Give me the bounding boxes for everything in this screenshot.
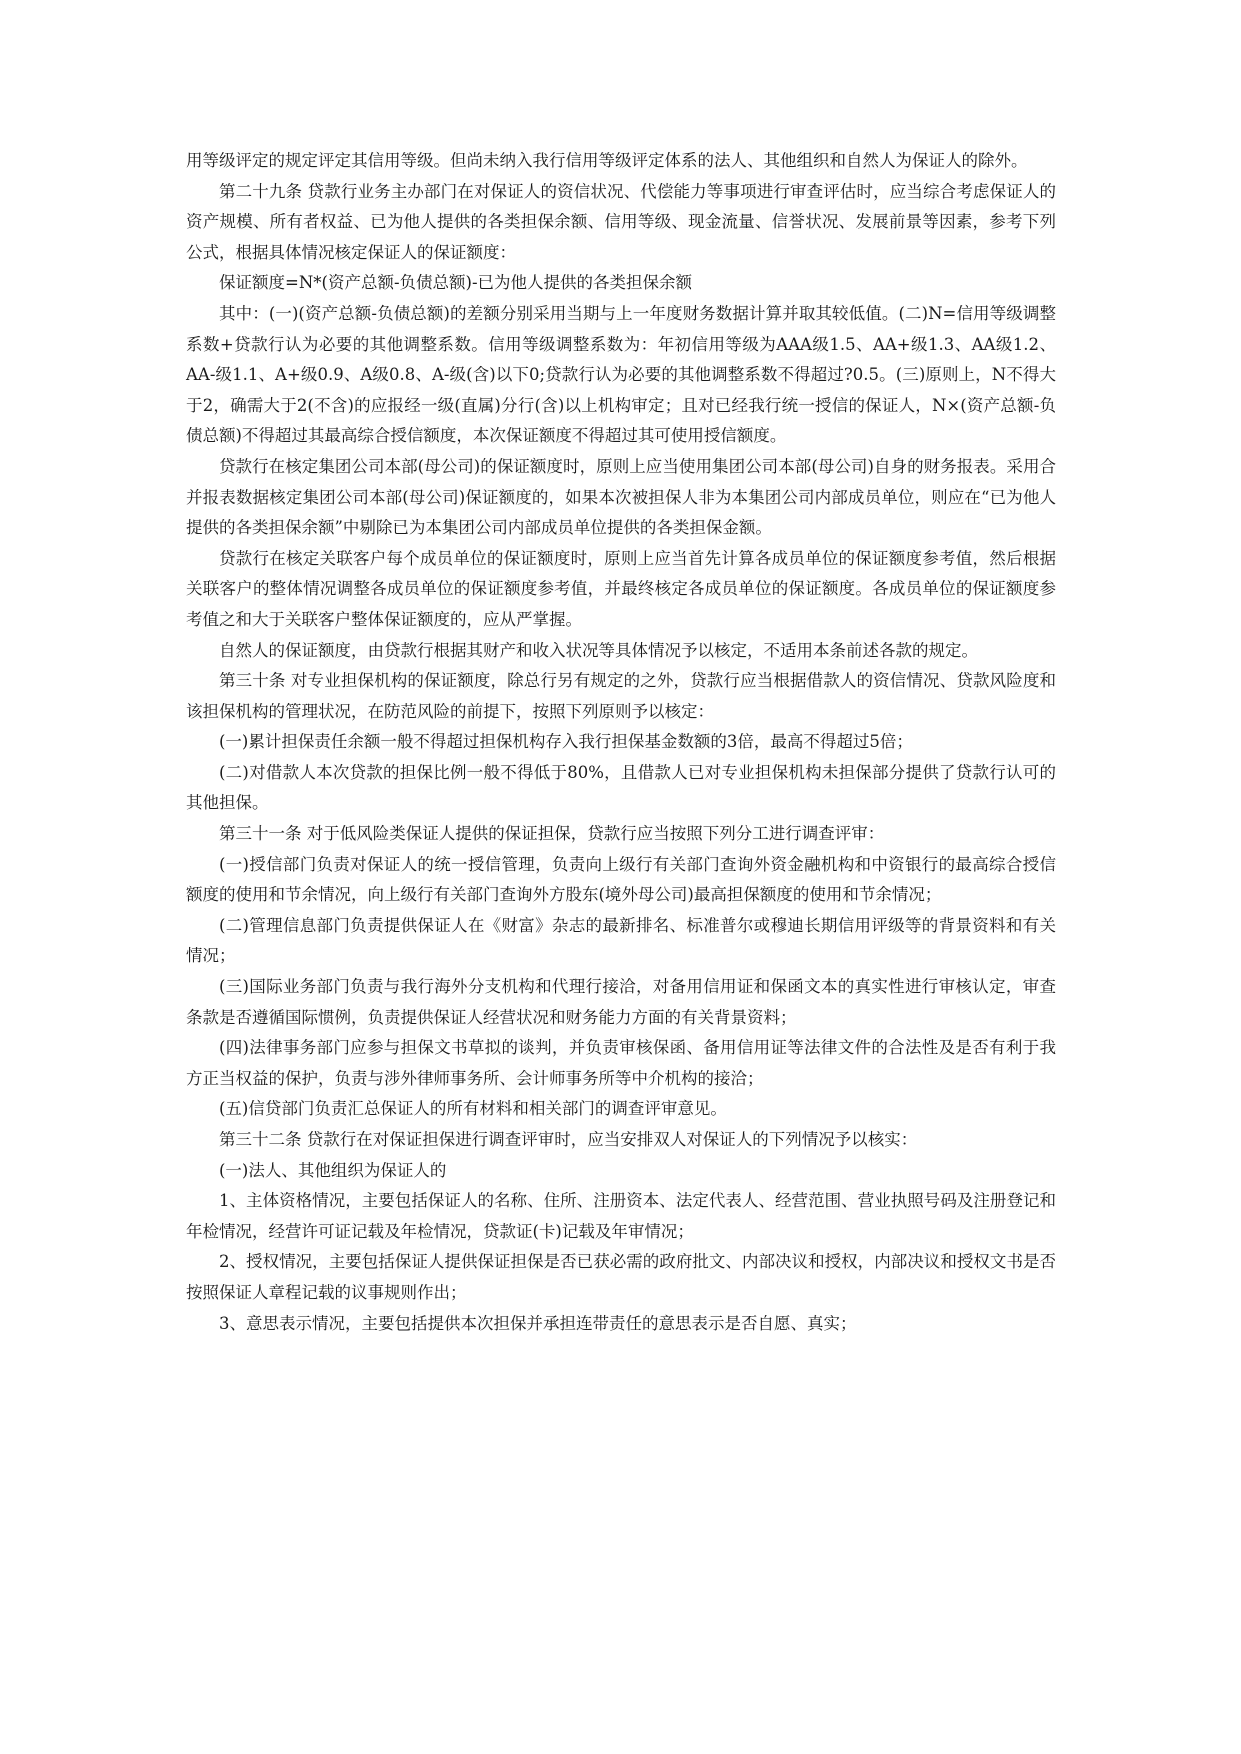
paragraph: 其中：(一)(资产总额-负债总额)的差额分别采用当期与上一年度财务数据计算并取其较低值。(二)N=信用等级调整系数+贷款行认为必要的其他调整系数。信用等级调整系数为：年初信用等级为AAA级1.5、AA+级1.3、AA级1.2、AA-级1.1、A+级0.9、A级0.8、A-级(含)以下0;贷款行认为必要的其他调整系数不得超过?0.5。(三)原则上，N不得大于2，确需大于2(不含)的应报经一级(直属)分行(含)以上机构审定；且对已经我行统一授信的保证人，N×(资产总额-负债总额)不得超过其最高综合授信额度，本次保证额度不得超过其可使用授信额度。 [186, 303, 1056, 446]
article-31-paragraph: 第三十一条 对于低风险类保证人提供的保证担保，贷款行应当按照下列分工进行调查评审： [219, 824, 885, 844]
document-body [186, 146, 1056, 1339]
list-item: (四)法律事务部门应参与担保文书草拟的谈判，并负责审核保函、备用信用证等法律文件的合法性及是否有利于我方正当权益的保护，负责与涉外律师事务所、会计师事务所等中介机构的接洽； [186, 1038, 1056, 1088]
paragraph: 用等级评定的规定评定其信用等级。但尚未纳入我行信用等级评定体系的法人、其他组织和自然人为保证人的除外。 [186, 151, 1028, 170]
list-item: (二)对借款人本次贷款的担保比例一般不得低于80%，且借款人已对专业担保机构未担保部分提供了贷款行认可的其他担保。 [186, 762, 1056, 813]
list-item: (五)信贷部门负责汇总保证人的所有材料和相关部门的调查评审意见。 [219, 1099, 727, 1119]
paragraph: 贷款行在核定集团公司本部(母公司)的保证额度时，原则上应当使用集团公司本部(母公司)自身的财务报表。采用合并报表数据核定集团公司本部(母公司)保证额度的，如果本次被担保人非为本集团公司内部成员单位，则应在“已为他人提供的各类担保余额”中剔除已为本集团公司内部成员单位提供的各类担保金额。 [186, 456, 1056, 538]
list-item: (一)法人、其他组织为保证人的 [219, 1160, 447, 1180]
list-item: (二)管理信息部门负责提供保证人在《财富》杂志的最新排名、标准普尔或穆迪长期信用评级等的背景资料和有关情况； [186, 915, 1056, 966]
formula-paragraph: 保证额度=N*(资产总额-负债总额)-已为他人提供的各类担保余额 [219, 273, 693, 293]
article-29-paragraph: 第二十九条 贷款行业务主办部门在对保证人的资信状况、代偿能力等事项进行审查评估时，应当综合考虑保证人的资产规模、所有者权益、已为他人提供的各类担保余额、信用等级、现金流量、信誉状况、发展前景等因素，参考下列公式，根据具体情况核定保证人的保证额度： [186, 181, 1056, 262]
list-item: 2、授权情况，主要包括保证人提供保证担保是否已获必需的政府批文、内部决议和授权，内部决议和授权文书是否按照保证人章程记载的议事规则作出； [186, 1252, 1056, 1302]
paragraph: 自然人的保证额度，由贷款行根据其财产和收入状况等具体情况予以核定，不适用本条前述各款的规定。 [219, 640, 978, 660]
list-item: (一)累计担保责任余额一般不得超过担保机构存入我行担保基金数额的3倍，最高不得超过5倍； [219, 732, 913, 752]
list-item: 3、意思表示情况，主要包括提供本次担保并承担连带责任的意思表示是否自愿、真实； [219, 1313, 857, 1333]
article-32-paragraph: 第三十二条 贷款行在对保证担保进行调查评审时，应当安排双人对保证人的下列情况予以核实： [219, 1130, 918, 1149]
list-item: (三)国际业务部门负责与我行海外分支机构和代理行接洽，对备用信用证和保函文本的真实性进行审核认定，审查条款是否遵循国际惯例，负责提供保证人经营状况和财务能力方面的有关背景资料； [186, 977, 1056, 1027]
paragraph: 贷款行在核定关联客户每个成员单位的保证额度时，原则上应当首先计算各成员单位的保证额度参考值，然后根据关联客户的整体情况调整各成员单位的保证额度参考值，并最终核定各成员单位的保证额度。各成员单位的保证额度参考值之和大于关联客户整体保证额度的，应从严掌握。 [186, 548, 1056, 629]
list-item: 1、主体资格情况，主要包括保证人的名称、住所、注册资本、法定代表人、经营范围、营业执照号码及注册登记和年检情况，经营许可证记载及年检情况，贷款证(卡)记载及年审情况； [186, 1191, 1056, 1241]
article-30-paragraph: 第三十条 对专业担保机构的保证额度，除总行另有规定的之外，贷款行应当根据借款人的资信情况、贷款风险度和该担保机构的管理状况，在防范风险的前提下，按照下列原则予以核定： [186, 671, 1056, 721]
list-item: (一)授信部门负责对保证人的统一授信管理，负责向上级行有关部门查询外资金融机构和中资银行的最高综合授信额度的使用和节余情况，向上级行有关部门查询外方股东(境外母公司)最高担保额度的使用和节余情况； [186, 854, 1056, 905]
